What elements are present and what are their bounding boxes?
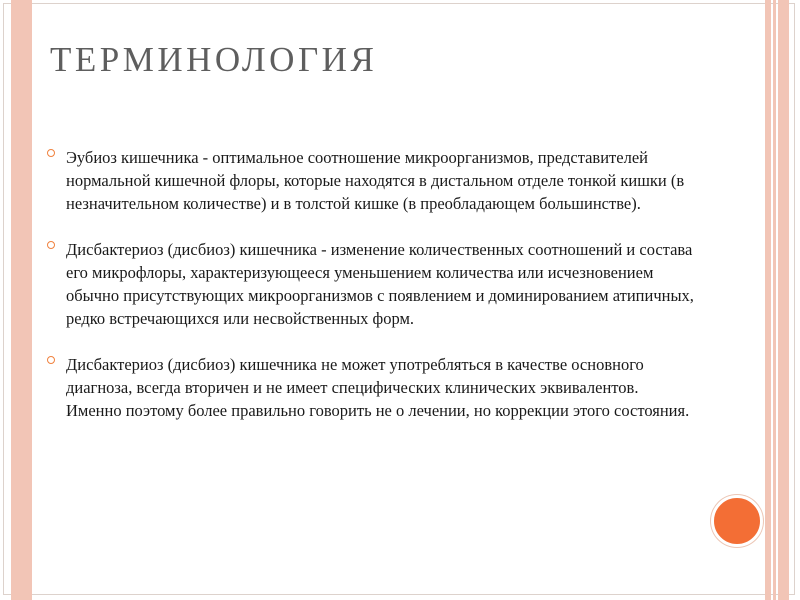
bullet-text: Дисбактериоз (дисбиоз) кишечника не может употребляться в качестве основного диагноза, всегда вторичен и не имеет специфических клинических эквивалентов. Именно поэтому более правильно говорить не о лечении, но коррекции этого состояния.	[66, 355, 690, 420]
bullet-item	[47, 353, 697, 422]
bullet-item	[47, 146, 697, 215]
bullet-circle-icon	[47, 241, 55, 249]
right-decor-stripe	[773, 0, 776, 600]
left-decor-stripe	[11, 0, 32, 600]
right-decor-stripe	[778, 0, 789, 600]
bullet-circle-icon	[47, 356, 55, 364]
bullet-text: Эубиоз кишечника - оптимальное соотношение микроорганизмов, представителей нормальной кишечной флоры, которые находятся в дистальном отделе тонкой кишки (в незначительном количестве) и в толстой кишке (в преобладающем большинстве).	[66, 148, 685, 213]
slide-content	[47, 146, 697, 422]
right-decor-stripe	[765, 0, 771, 600]
bullet-circle-icon	[47, 149, 55, 157]
slide-title: ТЕРМИНОЛОГИЯ	[50, 40, 378, 79]
decorative-orange-circle	[711, 495, 763, 547]
bullet-text: Дисбактериоз (дисбиоз) кишечника - изменение количественных соотношений и состава его микрофлоры, характеризующееся уменьшением количества или исчезновением обычно присутствующих микроорганизмов с появлением и доминированием атипичных, редко встречающихся или несвойственных форм.	[66, 240, 694, 328]
bullet-item	[47, 238, 697, 330]
